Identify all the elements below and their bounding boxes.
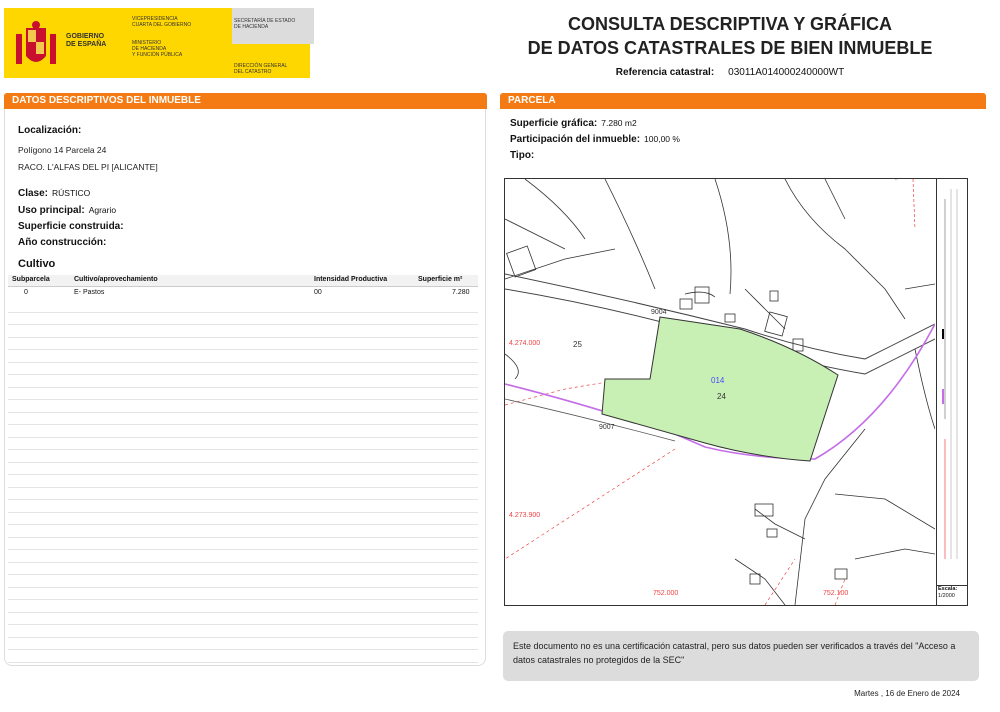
empty-row [8, 575, 478, 588]
empty-row [8, 550, 478, 563]
x-coord-label-2: 752.100 [823, 590, 849, 597]
cell-intensidad: 00 [314, 289, 322, 296]
map-legend [936, 179, 968, 585]
empty-row [8, 613, 478, 626]
gov-name [66, 33, 106, 49]
scale-value: 1/2000 [938, 593, 955, 599]
disclaimer-note: Este documento no es una certificación catastral, pero sus datos pueden ser verificados a través del "Acceso a datos catastrales no protegidos de la SEC" [503, 631, 979, 681]
government-logo-block [4, 8, 310, 78]
vice-line-2: CUARTA DEL GOBIERNO [132, 22, 192, 28]
col-superficie: Superficie m² [418, 276, 463, 283]
coat-of-arms-icon [14, 20, 58, 72]
cultivo-title: Cultivo [18, 258, 56, 270]
parcel-number-label: 24 [717, 392, 726, 401]
gov-name-line-2: DE ESPAÑA [66, 41, 107, 48]
empty-row [8, 350, 478, 363]
scale-box [936, 585, 967, 605]
doc-title-line-1: CONSULTA DESCRIPTIVA Y GRÁFICA [567, 14, 893, 34]
empty-row [8, 513, 478, 526]
empty-row [8, 338, 478, 351]
ref-label: Referencia catastral: [615, 67, 715, 78]
scale-label: Escala: [938, 586, 958, 592]
empty-table-rows [8, 300, 478, 663]
empty-row [8, 388, 478, 401]
empty-row [8, 413, 478, 426]
clase-label: Clase: [18, 188, 49, 199]
map-canvas [505, 179, 935, 605]
sup-grafica-label: Superficie gráfica: [510, 118, 598, 129]
cadastral-reference [500, 67, 960, 78]
table-row [8, 288, 478, 299]
empty-row [8, 588, 478, 601]
empty-row [8, 625, 478, 638]
localizacion-line-2: RACO. L'ALFAS DEL PI [ALICANTE] [18, 162, 158, 172]
y-coord-label-1: 4.274.000 [509, 340, 541, 347]
clase-value: RÚSTICO [52, 188, 91, 198]
tipo-label: Tipo: [510, 150, 535, 161]
vicepresidencia [132, 16, 191, 28]
doc-title-line-2: DE DATOS CATASTRALES DE BIEN INMUEBLE [527, 38, 933, 58]
localizacion-line-1: Polígono 14 Parcela 24 [18, 145, 107, 155]
anio-construccion-label: Año construcción: [18, 237, 107, 248]
descriptive-data-header: DATOS DESCRIPTIVOS DEL INMUEBLE [4, 93, 487, 109]
y-coord-label-2: 4.273.900 [509, 512, 541, 519]
empty-row [8, 538, 478, 551]
empty-row [8, 488, 478, 501]
cultivo-table-header [8, 275, 478, 287]
sup-construida-label: Superficie construida: [18, 221, 124, 232]
empty-row [8, 475, 478, 488]
participacion-label: Participación del inmueble: [510, 134, 641, 145]
empty-row [8, 363, 478, 376]
localizacion-label: Localización: [18, 125, 82, 136]
cell-cultivo: E- Pastos [74, 289, 105, 296]
road-9004-label: 9004 [651, 309, 667, 316]
empty-row [8, 525, 478, 538]
empty-row [8, 500, 478, 513]
direccion-line-2: DEL CATASTRO [234, 69, 272, 75]
vice-line-1: VICEPRESIDENCIA [132, 16, 178, 22]
empty-row [8, 400, 478, 413]
secretaria-line-2: DE HACIENDA [234, 24, 269, 30]
cell-subparcela: 0 [24, 289, 28, 296]
cell-superficie: 7.280 [452, 289, 470, 296]
empty-row [8, 375, 478, 388]
parcel-id-label: 014 [711, 376, 725, 385]
gov-name-line-1: GOBIERNO [66, 33, 105, 40]
ministerio [132, 40, 182, 58]
clase-row [18, 188, 90, 199]
ministry-line-2: DE HACIENDA [132, 46, 167, 52]
secretaria [234, 18, 295, 30]
direccion-general [234, 63, 287, 75]
empty-row [8, 450, 478, 463]
sup-grafica-row [510, 118, 637, 129]
empty-row [8, 638, 478, 651]
parcel-map [504, 178, 968, 606]
empty-row [8, 425, 478, 438]
col-cultivo: Cultivo/aprovechamiento [74, 276, 158, 283]
neighbor-parcel-label: 25 [573, 340, 582, 349]
empty-row [8, 313, 478, 326]
secretaria-line-1: SECRETARÍA DE ESTADO [234, 18, 296, 24]
uso-label: Uso principal: [18, 205, 85, 216]
issue-date: Martes , 16 de Enero de 2024 [854, 689, 960, 698]
participacion-value: 100,00 % [644, 134, 680, 144]
empty-row [8, 650, 478, 663]
direccion-line-1: DIRECCIÓN GENERAL [234, 63, 288, 69]
empty-row [8, 463, 478, 476]
empty-row [8, 600, 478, 613]
uso-row [18, 205, 116, 216]
empty-row [8, 438, 478, 451]
uso-value: Agrario [88, 205, 117, 215]
col-intensidad: Intensidad Productiva [314, 276, 388, 283]
x-coord-label-1: 752.000 [653, 590, 679, 597]
parcela-header: PARCELA [500, 93, 986, 109]
empty-row [8, 325, 478, 338]
col-subparcela: Subparcela [12, 276, 50, 283]
sup-grafica-value: 7.280 m2 [601, 118, 637, 128]
empty-row [8, 300, 478, 313]
participacion-row [510, 134, 680, 145]
empty-row [8, 563, 478, 576]
ministry-line-3: Y FUNCIÓN PÚBLICA [132, 52, 183, 58]
road-9007-label: 9007 [599, 424, 615, 431]
ministry-line-1: MINISTERIO [132, 40, 162, 46]
ref-value: 03011A014000240000WT [728, 67, 845, 78]
